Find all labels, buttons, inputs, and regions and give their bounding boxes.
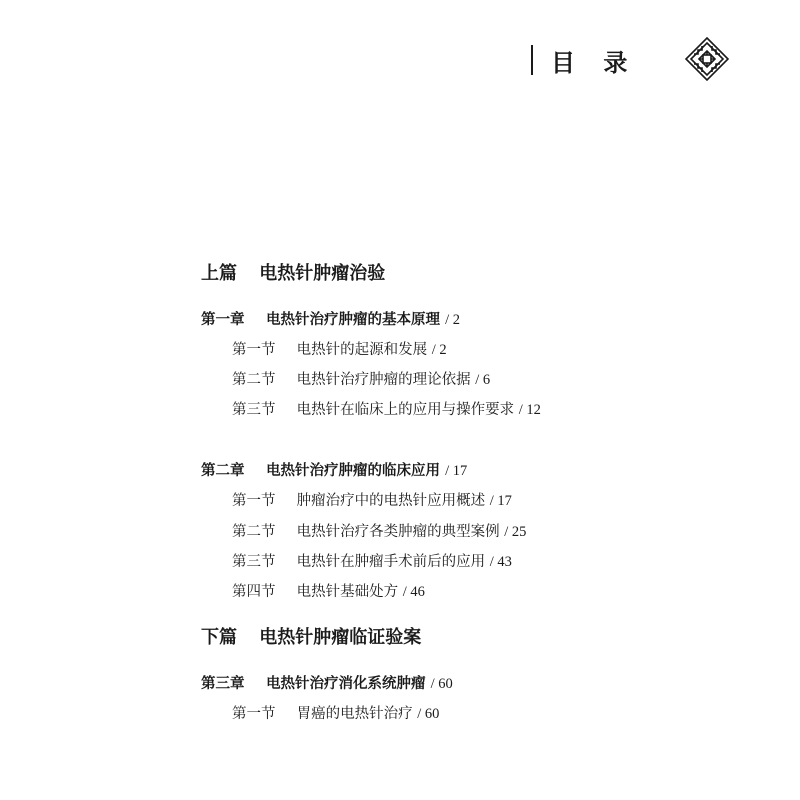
toc-section-2-1[interactable] [232, 494, 512, 509]
toc-part-1[interactable] [201, 265, 385, 283]
toc-section-1-3[interactable] [232, 403, 541, 418]
section-label: 第二节 [232, 372, 276, 388]
toc-chapter-3[interactable] [201, 677, 453, 692]
page-separator: / [430, 676, 435, 692]
toc-part-2[interactable] [201, 629, 421, 647]
part-title: 电热针肿瘤临证验案 [259, 627, 422, 648]
section-label: 第一节 [232, 493, 276, 509]
page-number: 12 [526, 402, 541, 418]
section-title: 电热针治疗肿瘤的理论依据 [296, 372, 471, 388]
toc-section-2-2[interactable] [232, 525, 526, 540]
section-label: 第一节 [232, 706, 276, 722]
page-separator: / [489, 493, 494, 509]
page-separator: / [475, 372, 480, 388]
part-title: 电热针肿瘤治验 [259, 263, 386, 284]
page-separator: / [417, 706, 422, 722]
page-separator: / [431, 342, 436, 358]
page-number: 2 [439, 342, 447, 358]
section-label: 第一节 [232, 342, 276, 358]
section-label: 第三节 [232, 554, 276, 570]
page-title: 目 录 [551, 48, 638, 77]
toc-chapter-1[interactable] [201, 313, 460, 328]
page-separator: / [489, 554, 494, 570]
section-title: 电热针基础处方 [296, 584, 399, 600]
chapter-label: 第二章 [201, 463, 245, 479]
page-number: 25 [511, 524, 527, 540]
section-title: 电热针在临床上的应用与操作要求 [296, 402, 515, 418]
chapter-label: 第三章 [201, 676, 245, 692]
page-number: 43 [497, 554, 512, 570]
page-number: 17 [497, 493, 512, 509]
page-separator: / [402, 584, 407, 600]
toc-section-2-3[interactable] [232, 555, 512, 570]
page-separator: / [504, 524, 509, 540]
part-label: 上篇 [201, 263, 237, 284]
page-number: 60 [424, 706, 440, 722]
toc-chapter-2[interactable] [201, 464, 467, 479]
section-title: 肿瘤治疗中的电热针应用概述 [296, 493, 486, 509]
chapter-title: 电热针治疗肿瘤的基本原理 [266, 312, 441, 328]
page-separator: / [518, 402, 523, 418]
chapter-title: 电热针治疗肿瘤的临床应用 [266, 463, 441, 479]
section-title: 电热针的起源和发展 [296, 342, 428, 358]
section-label: 第三节 [232, 402, 276, 418]
section-title: 电热针治疗各类肿瘤的典型案例 [296, 524, 500, 540]
toc-section-2-4[interactable] [232, 585, 425, 600]
section-title: 胃癌的电热针治疗 [296, 706, 413, 722]
chapter-title: 电热针治疗消化系统肿瘤 [266, 676, 426, 692]
toc-section-1-1[interactable] [232, 343, 447, 358]
toc-section-1-2[interactable] [232, 373, 490, 388]
page-number: 17 [452, 463, 468, 479]
section-title: 电热针在肿瘤手术前后的应用 [296, 554, 486, 570]
page-number: 46 [410, 584, 425, 600]
page-number: 2 [452, 312, 461, 328]
page-separator: / [445, 463, 450, 479]
section-label: 第四节 [232, 584, 276, 600]
chapter-label: 第一章 [201, 312, 245, 328]
page-number: 6 [482, 372, 491, 388]
toc-section-3-1[interactable] [232, 707, 439, 722]
page-separator: / [445, 312, 450, 328]
page-number: 60 [438, 676, 453, 692]
part-label: 下篇 [201, 627, 237, 648]
section-label: 第二节 [232, 524, 276, 540]
